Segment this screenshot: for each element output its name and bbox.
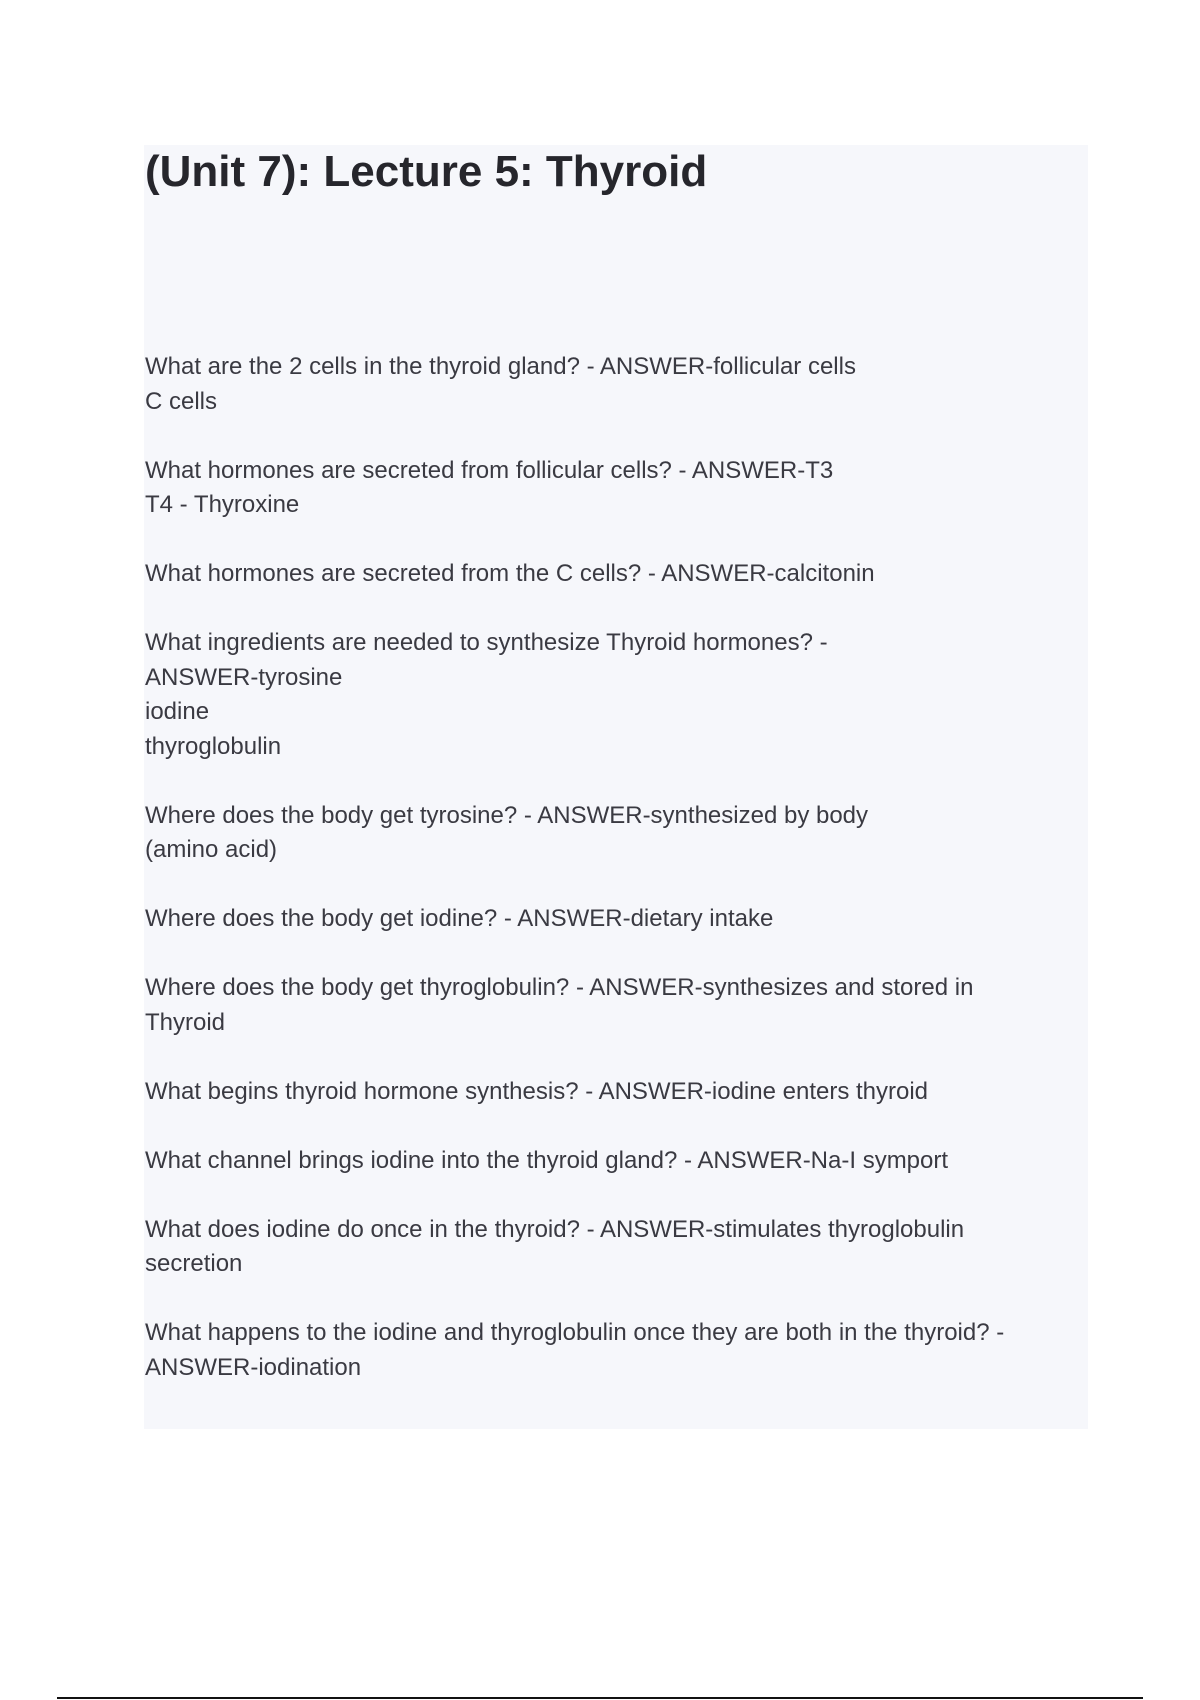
qa-item [145, 454, 1095, 523]
qa-item [145, 902, 1095, 937]
qa-line: C cells [145, 387, 218, 415]
qa-item [145, 799, 1095, 868]
qa-line: Thyroid [145, 1008, 226, 1036]
qa-line: T4 - Thyroxine [145, 491, 300, 518]
qa-item [145, 1213, 1095, 1282]
qa-line: What hormones are secreted from the C cells? - ANSWER-calcitonin [145, 560, 875, 587]
qa-item [145, 350, 1095, 419]
qa-item [145, 1316, 1095, 1385]
qa-line: thyroglobulin [145, 732, 282, 760]
page-title: (Unit 7): Lecture 5: Thyroid [145, 147, 708, 196]
qa-item [145, 557, 1095, 592]
qa-line: What are the 2 cells in the thyroid gland? - ANSWER-follicular cells [145, 353, 856, 380]
qa-line: What begins thyroid hormone synthesis? - ANSWER-iodine enters thyroid [145, 1077, 929, 1105]
qa-line: What hormones are secreted from follicular cells? - ANSWER-T3 [145, 456, 834, 484]
qa-item [145, 971, 1095, 1040]
qa-line: iodine [145, 698, 210, 725]
qa-line: What does iodine do once in the thyroid? - ANSWER-stimulates thyroglobulin [145, 1215, 965, 1243]
qa-line: ANSWER-iodination [145, 1353, 362, 1381]
qa-line: What ingredients are needed to synthesize Thyroid hormones? - [145, 629, 828, 656]
qa-item [145, 626, 1095, 764]
qa-line: What channel brings iodine into the thyroid gland? - ANSWER-Na-I symport [145, 1146, 949, 1174]
qa-line: Where does the body get tyrosine? - ANSWER-synthesized by body [145, 801, 869, 829]
qa-line: ANSWER-tyrosine [145, 663, 343, 691]
qa-item [145, 1144, 1095, 1179]
qa-line: secretion [145, 1250, 243, 1277]
qa-line: (amino acid) [145, 836, 278, 863]
footer-divider [57, 1697, 1143, 1699]
qa-list [145, 350, 1095, 1420]
qa-line: Where does the body get iodine? - ANSWER-dietary intake [145, 905, 774, 932]
qa-line: What happens to the iodine and thyroglobulin once they are both in the thyroid? - [145, 1319, 1005, 1346]
qa-line: Where does the body get thyroglobulin? - ANSWER-synthesizes and stored in [145, 974, 974, 1001]
qa-item [145, 1075, 1095, 1110]
